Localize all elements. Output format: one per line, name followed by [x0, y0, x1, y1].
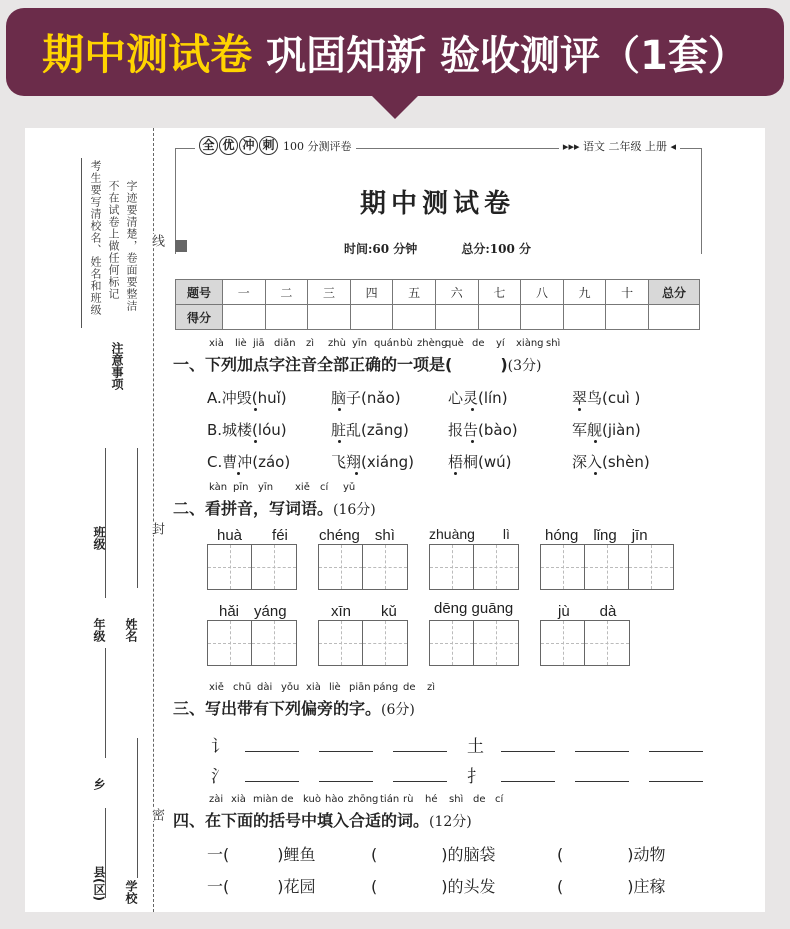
binding-mark-secret: 密 [149, 808, 164, 821]
grade-field[interactable] [105, 648, 106, 758]
fill-item-2[interactable]: ( )的脑袋 [371, 845, 496, 864]
option-a-2: 脑子(nǎo) [331, 389, 401, 407]
score-label: 得分 [176, 305, 223, 330]
answer-blank[interactable] [575, 780, 629, 782]
note-3: 字迹要清楚，卷面要整洁 [125, 180, 138, 312]
paper-header [175, 138, 700, 260]
note-2: 不在试卷上做任何标记 [107, 180, 120, 300]
radical-3: 氵 [211, 767, 228, 787]
banner-highlight: 期中测试卷 [42, 30, 253, 79]
answer-blank[interactable] [501, 780, 555, 782]
fill-item-5[interactable]: ( )的头发 [371, 877, 496, 896]
writing-grid[interactable] [540, 544, 674, 590]
answer-blank[interactable] [319, 780, 373, 782]
radical-1: 讠 [211, 737, 228, 757]
score-table: 题号 一 二 三 四 五 六 七 八 九 十 总分 得分 [175, 279, 700, 330]
option-c-3: 梧桐(wú) [448, 453, 512, 471]
question-4: 四、在下面的括号中填入合适的词。(12分) zài xià miàn de kuò hào zhōng tián rù hé shì de cí [173, 794, 504, 830]
notes-title: 注意事项 [110, 342, 124, 390]
pinyin-word-6: xīn kǔ [331, 603, 397, 620]
answer-blank[interactable] [319, 750, 373, 752]
score-cell[interactable] [350, 305, 393, 330]
writing-grid[interactable] [207, 544, 297, 590]
writing-grid[interactable] [429, 544, 519, 590]
answer-blank[interactable] [649, 780, 703, 782]
pinyin-word-5: hǎi yáng [219, 603, 287, 620]
option-b-2: 脏乱(zāng) [331, 421, 409, 439]
question-number-label: 题号 [176, 280, 223, 305]
option-a-3: 心灵(lín) [448, 389, 508, 407]
exam-paper [25, 128, 765, 912]
school-field[interactable] [137, 738, 138, 878]
writing-grid[interactable] [318, 544, 408, 590]
fill-item-3[interactable]: ( )动物 [557, 845, 666, 864]
option-b-4: 军舰(jiàn) [572, 421, 641, 439]
pinyin-word-8: jù dà [558, 603, 617, 620]
option-a-4: 翠鸟(cuì ) [572, 389, 641, 407]
radical-4: 扌 [467, 767, 484, 787]
radical-2: 土 [467, 737, 484, 757]
page-title: 期中测试卷 [359, 189, 515, 219]
writing-grid[interactable] [540, 620, 630, 666]
score-cell[interactable] [265, 305, 308, 330]
score-cell[interactable] [478, 305, 521, 330]
school-label: 学校 [124, 880, 138, 904]
title-banner [6, 8, 784, 96]
answer-blank[interactable] [575, 750, 629, 752]
fill-item-6[interactable]: ( )庄稼 [557, 877, 666, 896]
option-a-1: A.冲毁(huǐ) [207, 389, 287, 407]
binding-mark-seal: 封 [149, 522, 164, 535]
answer-blank[interactable] [245, 780, 299, 782]
writing-grid[interactable] [207, 620, 297, 666]
binding-margin [25, 128, 164, 912]
option-c-1: C.曹冲(záo) [207, 453, 291, 471]
option-b-3: 报告(bào) [448, 421, 518, 439]
score-cell[interactable] [435, 305, 478, 330]
pinyin-word-7: dēng guāng [434, 600, 514, 617]
score-cell[interactable] [521, 305, 564, 330]
option-c-2: 飞翔(xiáng) [331, 453, 414, 471]
score-cell[interactable] [606, 305, 649, 330]
name-label: 姓名 [124, 618, 138, 642]
exam-meta: 时间:60 分钟 总分:100 分 [175, 240, 700, 257]
pinyin-word-4: hóng lǐng jīn [545, 527, 648, 544]
score-cell[interactable] [223, 305, 266, 330]
township-label: 乡 [92, 778, 106, 790]
brand-logo: 全 优 冲 刺 100 分测评卷 [195, 136, 356, 155]
note-1: 考生要写清校名、姓名和班级 [89, 160, 102, 316]
name-field[interactable] [137, 448, 138, 588]
fill-item-1[interactable]: 一( )鲤鱼 [207, 845, 316, 864]
answer-blank[interactable] [393, 750, 447, 752]
fill-item-4[interactable]: 一( )花园 [207, 877, 316, 896]
subject-label: ▸▸▸ 语文 二年级 上册 ◂ [559, 138, 680, 154]
score-cell[interactable] [563, 305, 606, 330]
answer-blank[interactable] [649, 750, 703, 752]
banner-pointer [371, 95, 419, 119]
writing-grid[interactable] [429, 620, 519, 666]
grade-label: 年级 [92, 618, 106, 642]
pinyin-word-1: huà féi [217, 527, 288, 544]
option-c-4: 深入(shèn) [572, 453, 650, 471]
answer-blank[interactable] [501, 750, 555, 752]
writing-grid[interactable] [318, 620, 408, 666]
binding-mark-line: 线 [149, 234, 164, 247]
option-b-1: B.城楼(lóu) [207, 421, 287, 439]
pinyin-word-3: zhuàng lì [429, 526, 510, 542]
total-score-cell[interactable] [649, 305, 700, 330]
county-label: 县(区) [92, 866, 106, 901]
answer-blank[interactable] [245, 750, 299, 752]
question-1: 一、下列加点字注音全部正确的一项是( )(3分) xià liè jiā diǎn zì zhù yīn quán bù zhèng què de yí xiàng shì [173, 338, 561, 374]
total-score-label: 总分 [649, 280, 700, 305]
score-cell[interactable] [393, 305, 436, 330]
score-cell[interactable] [308, 305, 351, 330]
question-3: 三、写出带有下列偏旁的字。(6分) xiě chū dài yǒu xià liè piān páng de zì [173, 682, 436, 718]
banner-text: 巩固知新 验收测评（1套） [266, 32, 748, 79]
class-label: 班级 [92, 526, 106, 550]
pinyin-word-2: chéng shì [319, 527, 395, 544]
answer-blank[interactable] [393, 780, 447, 782]
question-2: 二、看拼音，写词语。(16分) kàn pīn yīn xiě cí yǔ [173, 482, 376, 518]
brand-sub: 100 分测评卷 [283, 139, 352, 153]
